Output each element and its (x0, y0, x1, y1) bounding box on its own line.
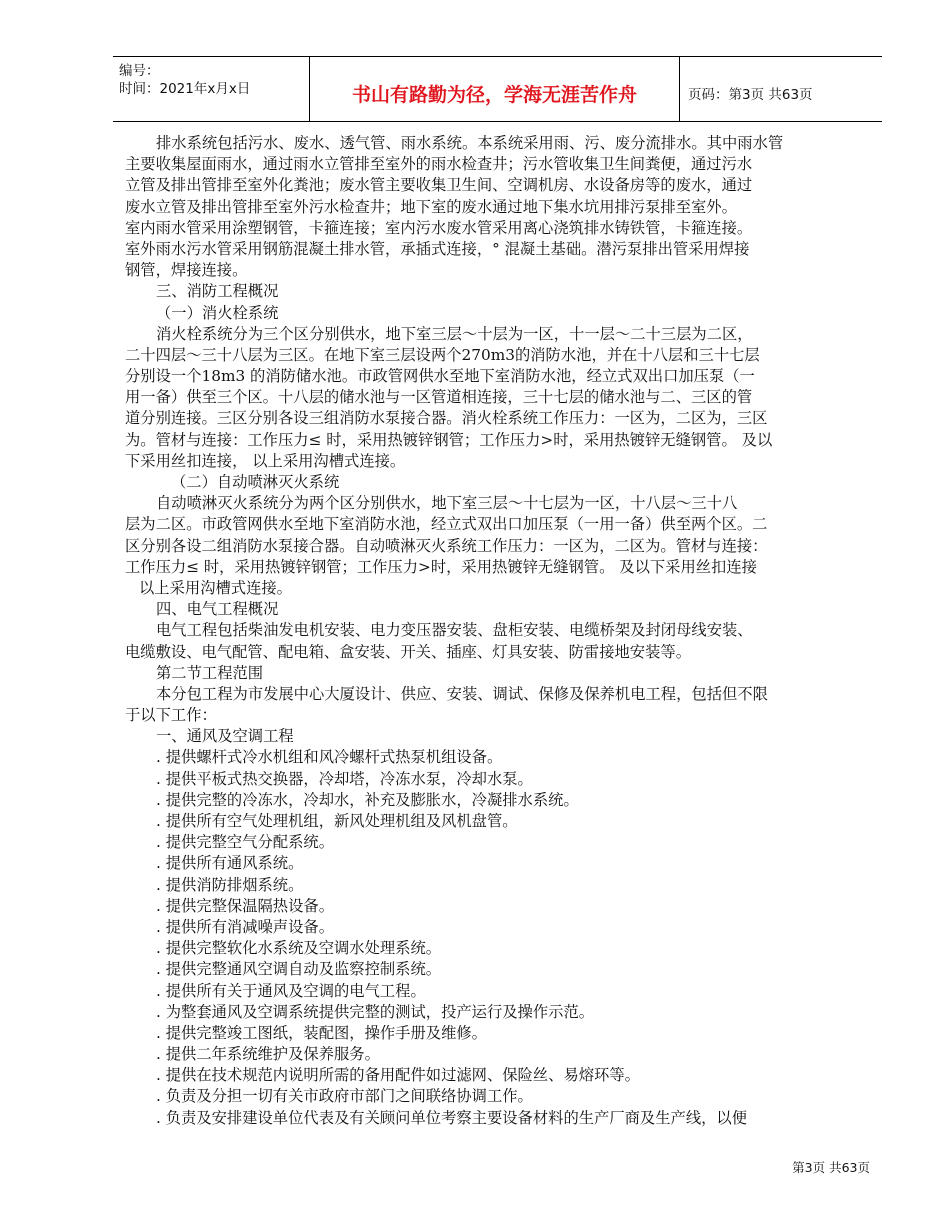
section-heading: 一、通风及空调工程 (156, 727, 294, 746)
paragraph-line: 层为二区。市政管网供水至地下室消防水池，经立式双出口加压泵（一用一备）供至两个区。二 (125, 515, 768, 534)
header-meta (113, 57, 310, 121)
list-item: . 负责及安排建设单位代表及有关顾问单位考察主要设备材料的生产厂商及生产线，以便 (156, 1108, 748, 1127)
section-heading: 三、消防工程概况 (156, 282, 279, 301)
list-item: . 提供所有空气处理机组，新风处理机组及风机盘管。 (156, 812, 518, 830)
paragraph-line: 以上采用沟槽式连接。 (139, 578, 292, 597)
paragraph-line: 二十四层～三十八层为三区。在地下室三层设两个270m3的消防水池，并在十八层和三十七层 (125, 345, 760, 364)
page-footer: 第3页 共63页 (792, 1160, 870, 1175)
paragraph-line: 用一备）供至三个区。十八层的储水池与一区管道相连接，三十七层的储水池与二、三区的管 (125, 388, 753, 407)
paragraph-line: 主要收集屋面雨水，通过雨水立管排至室外的雨水检查井；污水管收集卫生间粪便，通过污水 (125, 155, 753, 174)
list-item: . 提供完整通风空调自动及监察控制系统。 (156, 960, 442, 979)
paragraph-line: 室外雨水污水管采用钢筋混凝土排水管，承插式连接，° 混凝土基础。潜污泵排出管采用焊接 (125, 239, 750, 258)
list-item: . 提供螺杆式冷水机组和风冷螺杆式热泵机组设备。 (156, 748, 503, 767)
paragraph-line: 区分别各设二组消防水泵接合器。自动喷淋灭火系统工作压力：一区为，二区为。管材与连接： (125, 536, 768, 555)
paragraph-line: 消火栓系统分为三个区分别供水，地下室三层～十层为一区，十一层～二十三层为二区， (156, 324, 753, 343)
paragraph-line: 为。管材与连接：工作压力≤ 时，采用热镀锌钢管；工作压力>时，采用热镀锌无缝钢管。 及以 (125, 430, 773, 449)
page-header (113, 56, 882, 122)
list-item: . 提供完整保温隔热设备。 (156, 896, 334, 915)
header-motto: 书山有路勤为径，学海无涯苦作舟 (310, 57, 680, 121)
time-label: 时间：2021年x月x日 (119, 81, 251, 97)
number-label: 编号： (119, 63, 160, 79)
header-page-info: 页码：第3页 共63页 (688, 87, 813, 103)
list-item: . 提供在技术规范内说明所需的备用配件如过滤网、保险丝、易熔环等。 (156, 1066, 640, 1085)
list-item: . 提供完整竣工图纸，装配图，操作手册及维修。 (156, 1023, 487, 1042)
list-item: . 提供所有消减噪声设备。 (156, 917, 334, 936)
paragraph-line: 于以下工作： (125, 706, 217, 725)
paragraph-line: 钢管，焊接连接。 (125, 261, 248, 280)
list-item: . 提供所有关于通风及空调的电气工程。 (156, 981, 426, 1000)
paragraph-line: 电气工程包括柴油发电机安装、电力变压器安装、盘柜安装、电缆桥架及封闭母线安装、 (156, 621, 753, 640)
paragraph-line: 立管及排出管排至室外化粪池；废水管主要收集卫生间、空调机房、水设备房等的废水，通过 (125, 176, 753, 195)
paragraph-line: 下采用丝扣连接， 以上采用沟槽式连接。 (125, 451, 406, 470)
list-item: . 提供所有通风系统。 (156, 854, 304, 873)
list-item: . 提供消防排烟系统。 (156, 875, 304, 894)
paragraph-line: 排水系统包括污水、废水、透气管、雨水系统。本系统采用雨、污、废分流排水。其中雨水管 (156, 134, 784, 152)
section-heading: 第二节工程范围 (156, 663, 264, 682)
section-heading: 四、电气工程概况 (156, 600, 279, 619)
list-item: . 提供二年系统维护及保养服务。 (156, 1045, 380, 1064)
list-item: . 提供完整软化水系统及空调水处理系统。 (156, 939, 442, 958)
list-item: . 为整套通风及空调系统提供完整的测试，投产运行及操作示范。 (156, 1002, 595, 1021)
list-item: . 提供完整的冷冻水，冷却水，补充及膨胀水，冷凝排水系统。 (156, 790, 579, 809)
subsection-heading: （二）自动喷淋灭火系统 (171, 473, 340, 491)
paragraph-line: 本分包工程为市发展中心大厦设计、供应、安装、调试、保修及保养机电工程，包括但不限 (156, 684, 768, 703)
paragraph-line: 室内雨水管采用涂塑钢管，卡箍连接；室内污水废水管采用离心浇筑排水铸铁管，卡箍连接。 (125, 218, 753, 237)
paragraph-line: 废水立管及排出管排至室外污水检查井；地下室的废水通过地下集水坑用排污泵排至室外。 (125, 197, 737, 216)
subsection-heading: （一）消火栓系统 (156, 303, 279, 322)
paragraph-line: 工作压力≤ 时，采用热镀锌钢管；工作压力>时，采用热镀锌无缝钢管。 及以下采用丝扣连接 (125, 557, 757, 576)
list-item: . 提供平板式热交换器，冷却塔，冷冻水泵，冷却水泵。 (156, 769, 533, 788)
paragraph-line: 电缆敷设、电气配管、配电箱、盒安装、开关、插座、灯具安装、防雷接地安装等。 (125, 642, 691, 661)
list-item: . 负责及分担一切有关市政府市部门之间联络协调工作。 (156, 1087, 533, 1106)
document-body (125, 133, 875, 1129)
list-item: . 提供完整空气分配系统。 (156, 833, 334, 852)
paragraph-line: 道分别连接。三区分别各设三组消防水泵接合器。消火栓系统工作压力：一区为，二区为，三区 (125, 409, 768, 428)
paragraph-line: 自动喷淋灭火系统分为两个区分别供水，地下室三层～十七层为一区，十八层～三十八 (156, 494, 738, 513)
paragraph-line: 分别设一个18m3 的消防储水池。市政管网供水至地下室消防水池，经立式双出口加压泵（一 (125, 367, 755, 386)
